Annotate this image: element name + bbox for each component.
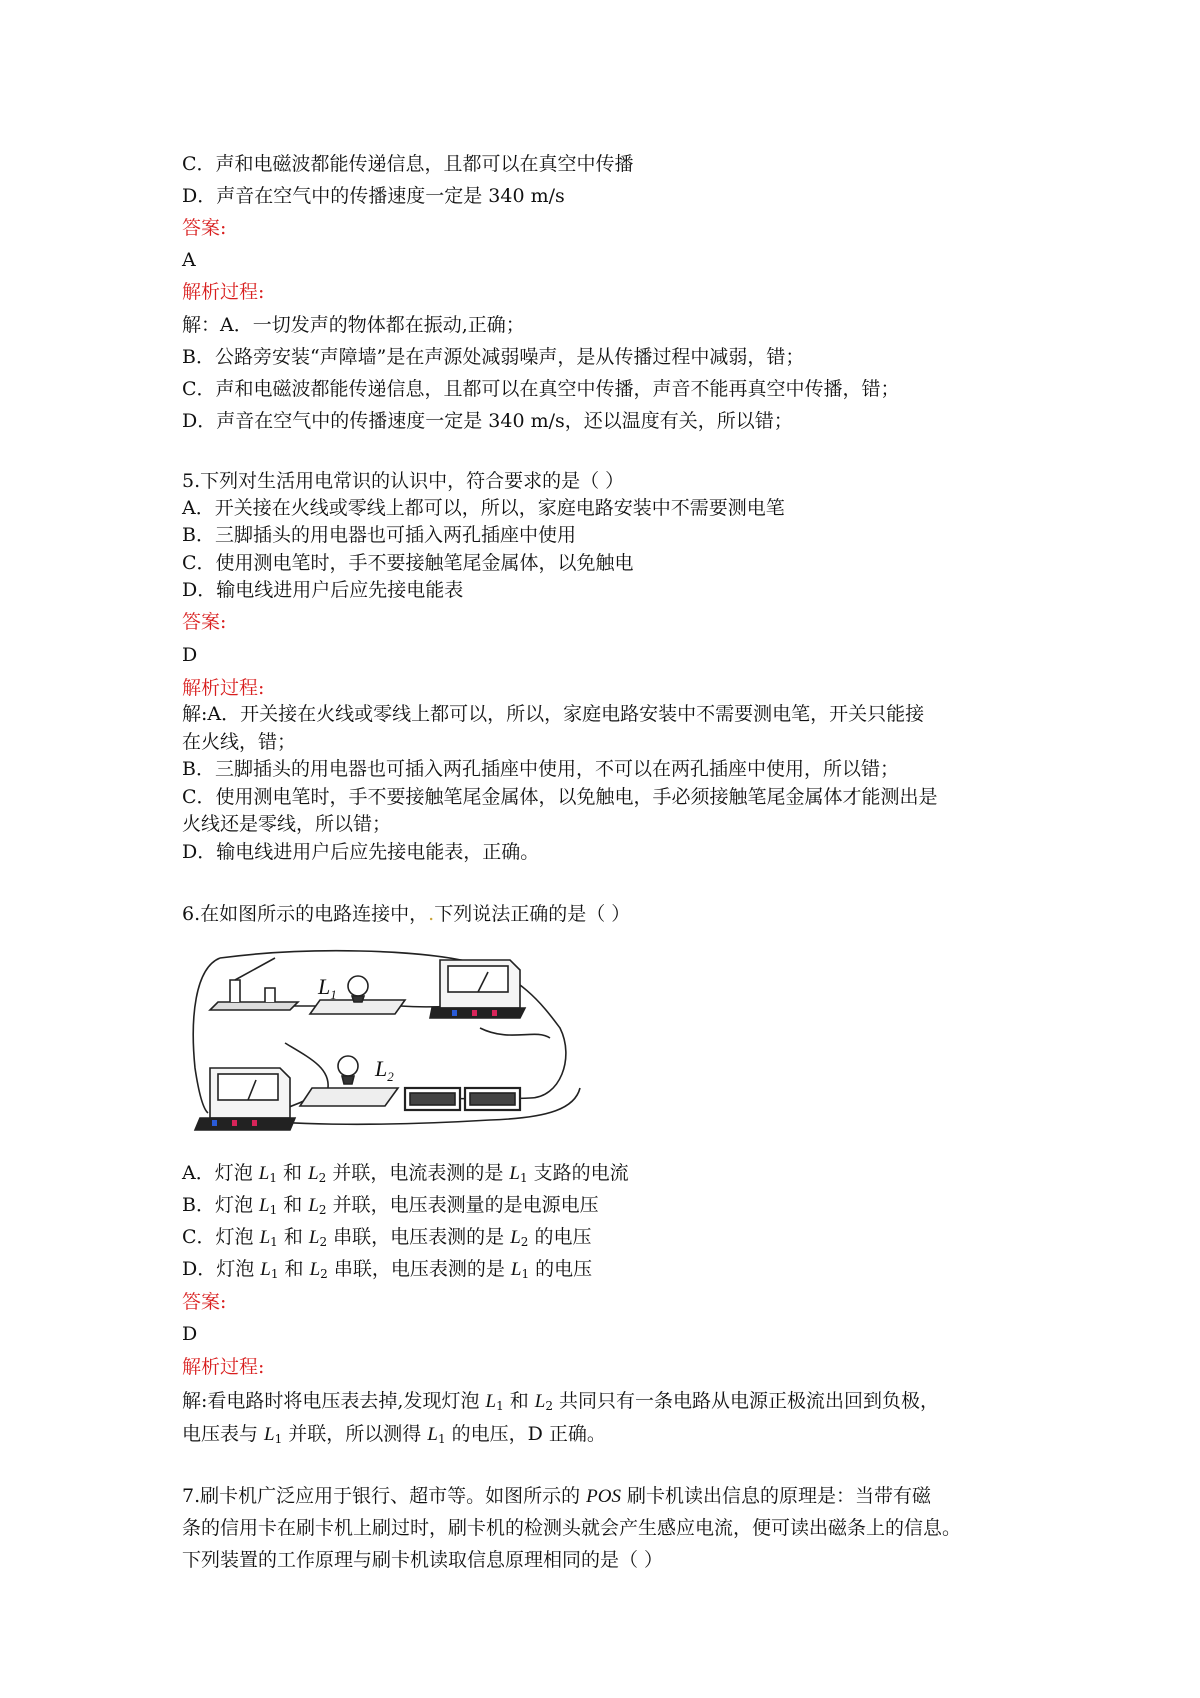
- switch-base: [210, 1002, 298, 1010]
- lamp-l2-bulb: [338, 1056, 358, 1076]
- q4-analysis-line: B．公路旁安装“声障墙”是在声源处减弱噪声，是从传播过程中减弱，错；: [182, 346, 805, 368]
- sub-2: 2: [545, 1399, 554, 1413]
- q6-option-text: 串联，电压表测的是: [327, 1226, 511, 1248]
- q6-option-text: 的电压: [528, 1226, 592, 1248]
- q6-option-text: 支路的电流: [527, 1162, 629, 1184]
- voltmeter-base: [195, 1118, 295, 1130]
- switch-post: [230, 980, 240, 1002]
- q6-option-text: C．灯泡: [182, 1226, 260, 1248]
- q5-option-a: A．开关接在火线或零线上都可以，所以，家庭电路安装中不需要测电笔: [182, 497, 785, 519]
- sub-1: 1: [274, 1432, 283, 1446]
- sub-2: 2: [319, 1235, 328, 1249]
- ammeter-dial: [448, 966, 508, 992]
- switch-lever: [235, 958, 275, 980]
- sub-2: 2: [318, 1171, 327, 1185]
- q5-analysis-line: C．使用测电笔时，手不要接触笔尾金属体，以免触电，手必须接触笔尾金属体才能测出是: [182, 786, 938, 808]
- q6-option-text: 并联，电流表测的是: [326, 1162, 510, 1184]
- voltmeter-terminal: [212, 1120, 217, 1126]
- q7-text: 刷卡机读出信息的原理是：当带有磁: [621, 1485, 932, 1507]
- var-l: L: [308, 1195, 319, 1216]
- var-l: L: [510, 1259, 522, 1280]
- q6-option-text: 的电压: [529, 1258, 593, 1280]
- sub-1: 1: [437, 1432, 446, 1446]
- q5-stem: 5.下列对生活用电常识的认识中，符合要求的是（ ）: [182, 470, 625, 492]
- var-l: L: [309, 1259, 321, 1280]
- var-l: L: [308, 1163, 319, 1184]
- q6-analysis-text: 并联，所以测得: [282, 1423, 428, 1445]
- ammeter-terminal: [472, 1010, 477, 1016]
- sub-1: 1: [270, 1235, 278, 1249]
- var-l: L: [264, 1424, 275, 1445]
- q4-analysis-line: 解：A．一切发声的物体都在振动,正确；: [182, 314, 525, 336]
- q6-analysis-text: 和: [503, 1390, 535, 1412]
- battery-cell: [470, 1093, 515, 1105]
- lamp-l1-bulb: [348, 976, 368, 996]
- q7-stem-line: [182, 1484, 931, 1509]
- q6-option-text: D．灯泡: [182, 1258, 261, 1280]
- q6-option-text: B．灯泡: [182, 1194, 260, 1216]
- q5-analysis-line: 解:A．开关接在火线或零线上都可以，所以，家庭电路安装中不需要测电笔，开关只能接: [182, 703, 925, 725]
- sub-2: 2: [320, 1267, 328, 1281]
- label-l1: $L_1$: [318, 974, 337, 1002]
- var-l: L: [485, 1391, 497, 1412]
- q6-stem-text: 6.在如图所示的电路连接中，: [182, 903, 429, 925]
- q6-analysis-text: 共同只有一条电路从电源正极流出回到负极，: [553, 1390, 940, 1412]
- voltmeter-dial: [218, 1074, 278, 1100]
- q5-analysis-label: 解析过程:: [182, 677, 265, 699]
- q6-option-text: 和: [278, 1258, 310, 1280]
- ammeter-terminal: [452, 1010, 457, 1016]
- var-l: L: [260, 1259, 271, 1280]
- battery-cell: [410, 1093, 455, 1105]
- q7-stem-line: 下列装置的工作原理与刷卡机读取信息原理相同的是（ ）: [182, 1549, 664, 1571]
- lamp-l1-socket: [352, 996, 364, 1002]
- sub-1: 1: [496, 1399, 504, 1413]
- lamp-l2-socket: [342, 1076, 354, 1084]
- q6-option-text: A．灯泡: [182, 1162, 259, 1184]
- label-l2: $L_2$: [375, 1056, 394, 1084]
- var-l: L: [510, 1227, 521, 1248]
- q5-option-b: B．三脚插头的用电器也可插入两孔插座中使用: [182, 524, 576, 546]
- q5-answer-label: 答案:: [182, 611, 227, 633]
- q4-option-c: C．声和电磁波都能传递信息，且都可以在真空中传播: [182, 153, 634, 175]
- q6-analysis-line: [182, 1389, 939, 1418]
- wire: [480, 1028, 550, 1038]
- q7-text: 7.刷卡机广泛应用于银行、超市等。如图所示的: [182, 1485, 587, 1507]
- q4-analysis-line: C．声和电磁波都能传递信息，且都可以在真空中传播，声音不能再真空中传播，错；: [182, 378, 900, 400]
- q5-option-d: D．输电线进用户后应先接电能表: [182, 579, 464, 601]
- ammeter-terminal: [492, 1010, 497, 1016]
- var-l: L: [259, 1227, 271, 1248]
- var-l: L: [509, 1163, 520, 1184]
- var-l: L: [259, 1195, 270, 1216]
- q6-option-text: 和: [277, 1226, 309, 1248]
- q6-option-a: [182, 1161, 629, 1190]
- q6-option-text: 并联，电压表测量的是电源电压: [326, 1194, 599, 1216]
- sub-2: 2: [318, 1203, 327, 1217]
- q6-option-text: 和: [276, 1162, 309, 1184]
- var-l: L: [534, 1391, 546, 1412]
- q6-option-b: [182, 1193, 599, 1222]
- var-l: L: [427, 1424, 438, 1445]
- q7-stem-line: 条的信用卡在刷卡机上刷过时，刷卡机的检测头就会产生感应电流，便可读出磁条上的信息。: [182, 1517, 962, 1539]
- q7-pos: POS: [586, 1486, 621, 1507]
- q5-analysis-line: D．输电线进用户后应先接电能表，正确。: [182, 841, 540, 863]
- q4-analysis-line: D．声音在空气中的传播速度一定是 340 m/s，还以温度有关，所以错；: [182, 410, 793, 432]
- voltmeter-terminal: [252, 1120, 257, 1126]
- q6-answer-label: 答案:: [182, 1291, 227, 1313]
- q5-analysis-line: 火线还是零线，所以错；: [182, 813, 392, 835]
- q6-option-text: 和: [277, 1194, 309, 1216]
- q6-analysis-line: [182, 1422, 606, 1451]
- q6-option-text: 串联，电压表测的是: [327, 1258, 511, 1280]
- q4-analysis-label: 解析过程:: [182, 281, 265, 303]
- q6-analysis-text: 电压表与: [182, 1423, 265, 1445]
- q5-analysis-line: 在火线，错；: [182, 731, 297, 753]
- var-l: L: [258, 1163, 270, 1184]
- lamp-l2-board: [300, 1088, 398, 1106]
- sub-1: 1: [269, 1203, 278, 1217]
- wire: [285, 1043, 328, 1088]
- q5-analysis-line: B．三脚插头的用电器也可插入两孔插座中使用，不可以在两孔插座中使用，所以错；: [182, 758, 899, 780]
- sub-1: 1: [269, 1171, 277, 1185]
- q6-stem-dot: .: [428, 903, 435, 925]
- var-l: L: [308, 1227, 320, 1248]
- sub-1: 1: [519, 1171, 528, 1185]
- sub-1: 1: [270, 1267, 279, 1281]
- q4-answer-label: 答案:: [182, 217, 227, 239]
- q6-stem-text: 下列说法正确的是（ ）: [434, 903, 631, 925]
- q6-analysis-label: 解析过程:: [182, 1356, 265, 1378]
- q6-answer: D: [182, 1323, 198, 1345]
- ammeter-base: [430, 1008, 525, 1018]
- q6-analysis-text: 解:看电路时将电压表去掉,发现灯泡: [182, 1390, 486, 1412]
- q4-answer: A: [182, 249, 196, 271]
- circuit-diagram: [190, 948, 585, 1133]
- q5-answer: D: [182, 644, 198, 666]
- q4-option-d: D．声音在空气中的传播速度一定是 340 m/s: [182, 185, 565, 207]
- voltmeter-terminal: [232, 1120, 237, 1126]
- sub-1: 1: [521, 1267, 530, 1281]
- q6-option-d: [182, 1257, 592, 1286]
- q6-analysis-text: 的电压，D 正确。: [445, 1423, 606, 1445]
- sub-2: 2: [520, 1235, 529, 1249]
- q5-option-c: C．使用测电笔时，手不要接触笔尾金属体，以免触电: [182, 552, 634, 574]
- q6-stem: [182, 902, 630, 926]
- q6-option-c: [182, 1225, 591, 1254]
- switch-post: [265, 988, 275, 1002]
